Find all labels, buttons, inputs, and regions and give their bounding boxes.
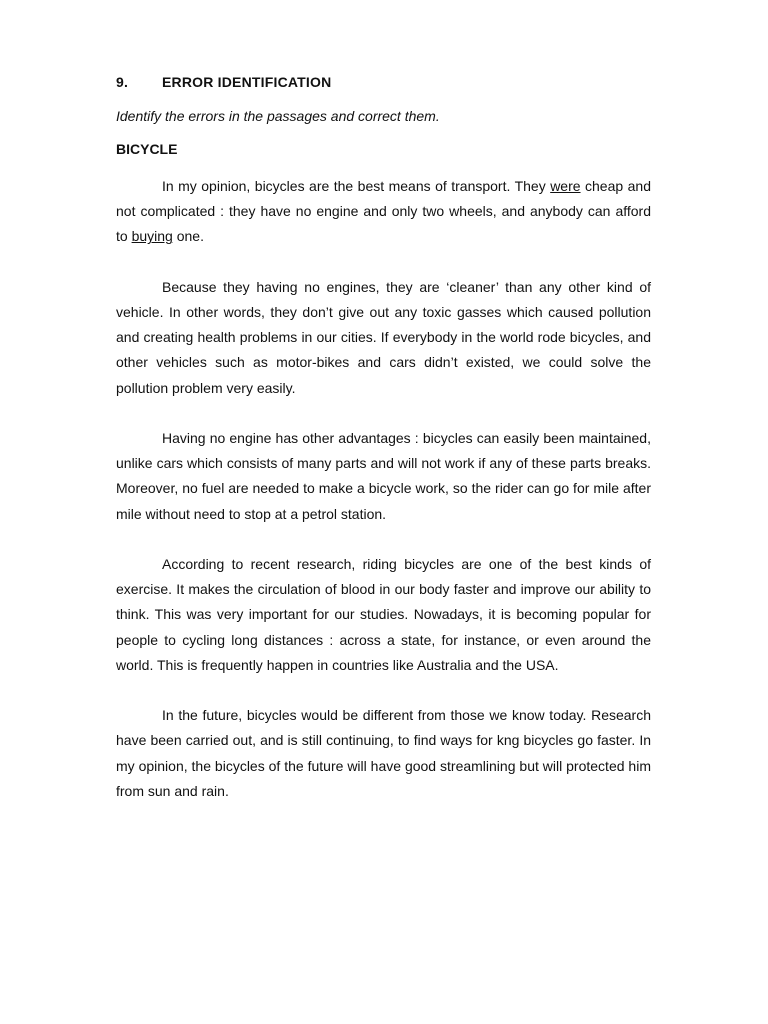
paragraph-4: According to recent research, riding bicycles are one of the best kinds of exercise. It makes the circulation of blood in our body faster and improve our ability to think. This was very important for our studies. Nowadays, it is becoming popular for people to cycling long distances : across a state, for instance, or even around the world. This is frequently happen in countries like Australia and the USA. <box>116 556 651 673</box>
underlined-error-were: were <box>550 178 581 194</box>
paragraph-1-part-c: one. <box>172 228 204 245</box>
section-title: ERROR IDENTIFICATION <box>162 74 332 90</box>
underlined-error-buying: buying <box>131 228 173 245</box>
section-heading <box>116 74 331 90</box>
section-number: 9. <box>116 74 129 90</box>
paragraph-1-part-b: cheap and not complicated : they have no engine and only two wheels, and anybody can afford to <box>116 178 651 245</box>
paragraph-2: Because they having no engines, they are ‘cleaner’ than any other kind of vehicle. In other words, they don’t give out any toxic gasses which caused pollution and creating health problems in our cities. If everybody in the world rode bicycles, and other vehicles such as motor-bikes and cars didn’t existed, we could solve the pollution problem very easily. <box>116 278 651 396</box>
paragraph-5: In the future, bicycles would be different from those we know today. Research have been carried out, and is still continuing, to find ways for kng bicycles go faster. In my opinion, the bicycles of the future will have good streamlining but will protected him from sun and rain. <box>116 707 651 799</box>
passage-title: BICYCLE <box>116 141 178 157</box>
passage-body <box>116 174 651 829</box>
paragraph-1 <box>116 174 651 250</box>
instruction-text: Identify the errors in the passages and correct them. <box>116 108 440 124</box>
paragraph-3: Having no engine has other advantages : bicycles can easily been maintained, unlike cars which consists of many parts and will not work if any of these parts breaks. Moreover, no fuel are needed to make a bicycle work, so the rider can go for mile after mile without need to stop at a petrol station. <box>116 430 651 522</box>
paragraph-1-part-a: In my opinion, bicycles are the best means of transport. They <box>162 178 551 194</box>
